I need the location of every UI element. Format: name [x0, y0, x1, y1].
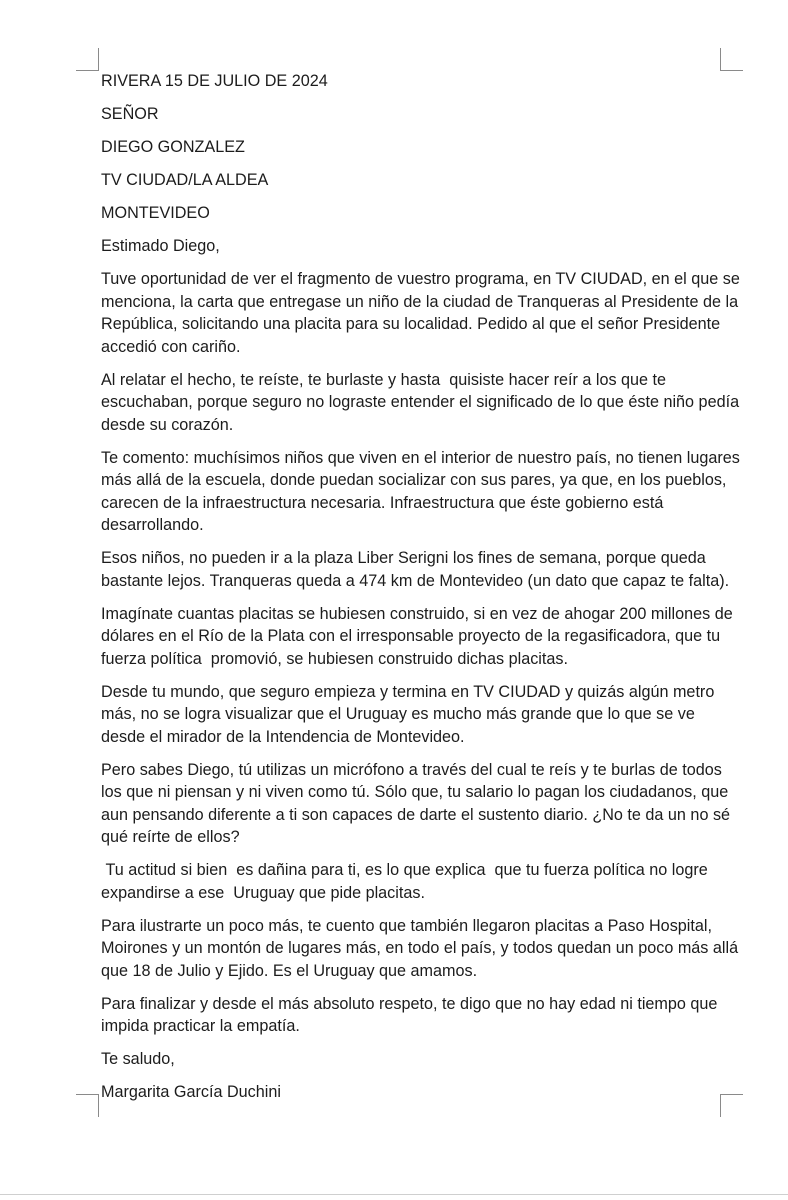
letter-date: RIVERA 15 DE JULIO DE 2024	[101, 72, 328, 90]
crop-mark-top-right	[720, 48, 743, 71]
paragraph: Desde tu mundo, que seguro empieza y termina en TV CIUDAD y quizás algún metro más, no se logra visualizar que el Uruguay es mucho más grande que lo que se ve desde el mirador de la Intendencia de Montevideo.	[101, 682, 719, 746]
paragraph: Para ilustrarte un poco más, te cuento que también llegaron placitas a Paso Hospital, Moirones y un montón de lugares más, en todo el país, y todos quedan un poco más allá que 18 de Julio y Ejido. Es el Uruguay que amamos.	[101, 916, 743, 980]
recipient-name: DIEGO GONZALEZ	[101, 138, 245, 156]
crop-mark-bottom-left	[76, 1094, 99, 1117]
signature: Margarita García Duchini	[101, 1083, 281, 1101]
salutation-title: SEÑOR	[101, 105, 159, 123]
paragraph: Esos niños, no pueden ir a la plaza Liber Serigni los fines de semana, porque queda bastante lejos. Tranqueras queda a 474 km de Montevideo (un dato que capaz te falta).	[101, 549, 730, 590]
paragraph: Pero sabes Diego, tú utilizas un micrófono a través del cual te reís y te burlas de todos los que ni piensan y ni viven como tú. Sólo que, tu salario lo pagan los ciudadanos, que aun pensando diferente a ti son capaces de darte el sustento diario. ¿No te da un no sé qué reírte de ellos?	[101, 760, 735, 846]
paragraph: Al relatar el hecho, te reíste, te burlaste y hasta quisiste hacer reír a los que te escuchaban, porque seguro no lograste entender el significado de lo que éste niño pedía desde su corazón.	[101, 370, 744, 434]
letter-body	[101, 70, 745, 1114]
paragraph: Tuve oportunidad de ver el fragmento de vuestro programa, en TV CIUDAD, en el que se menciona, la carta que entregase un niño de la ciudad de Tranqueras al Presidente de la República, solicitando una placita para su localidad. Pedido al que el señor Presidente accedió con cariño.	[101, 270, 745, 356]
closing: Te saludo,	[101, 1050, 175, 1068]
paragraph: Te comento: muchísimos niños que viven en el interior de nuestro país, no tienen lugares más allá de la escuela, donde puedan socializar con sus pares, ya que, en los pueblos, carecen de la infraestructura necesaria. Infraestructura que éste gobierno está desarrollando.	[101, 448, 745, 534]
page-bottom-rule	[0, 1194, 788, 1195]
paragraph: Imagínate cuantas placitas se hubiesen construido, si en vez de ahogar 200 millones de dólares en el Río de la Plata con el irresponsable proyecto de la regasificadora, que tu fuerza política promovió, se hubiesen construido dichas placitas.	[101, 604, 738, 668]
recipient-city: MONTEVIDEO	[101, 204, 210, 222]
recipient-org: TV CIUDAD/LA ALDEA	[101, 171, 269, 189]
paragraph: Tu actitud si bien es dañina para ti, es lo que explica que tu fuerza política no logre expandirse a ese Uruguay que pide placitas.	[101, 861, 713, 902]
greeting: Estimado Diego,	[101, 237, 220, 255]
crop-mark-top-left	[76, 48, 99, 71]
paragraph: Para finalizar y desde el más absoluto respeto, te digo que no hay edad ni tiempo que impida practicar la empatía.	[101, 994, 722, 1035]
